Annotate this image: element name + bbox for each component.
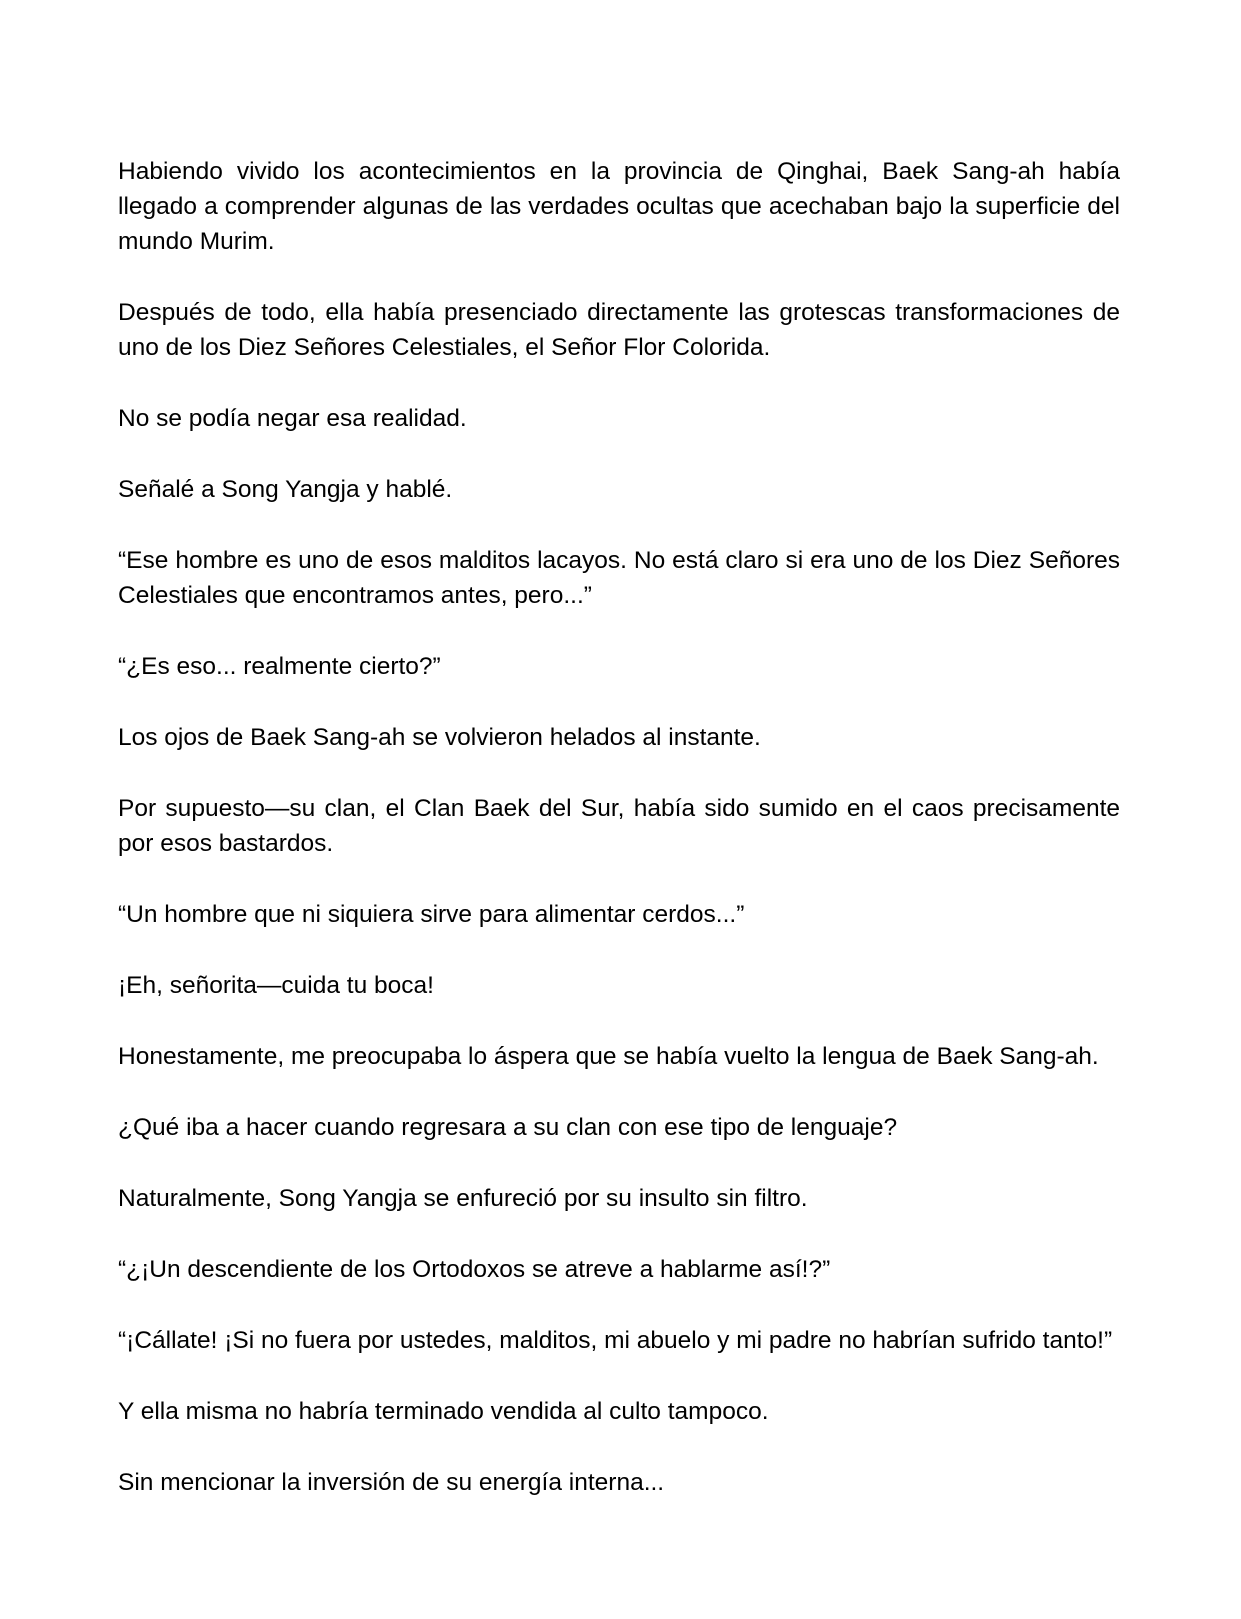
paragraph: Después de todo, ella había presenciado directamente las grotescas transformaciones de uno de los Diez Señores Celestiales, el Señor Flor Colorida. [118, 299, 1120, 361]
paragraph: Habiendo vivido los acontecimientos en la provincia de Qinghai, Baek Sang-ah había llegado a comprender algunas de las verdades ocultas que acechaban bajo la superficie del mundo Murim. [118, 158, 1120, 255]
paragraph: Señalé a Song Yangja y hablé. [118, 476, 453, 503]
paragraph: “Ese hombre es uno de esos malditos lacayos. No está claro si era uno de los Diez Señores Celestiales que encontramos antes, pero...” [118, 547, 1120, 609]
paragraph: “Un hombre que ni siquiera sirve para alimentar cerdos...” [118, 901, 745, 928]
paragraph: Por supuesto—su clan, el Clan Baek del Sur, había sido sumido en el caos precisamente por esos bastardos. [118, 795, 1120, 857]
document-body [118, 154, 1120, 1536]
paragraph: ¡Eh, señorita—cuida tu boca! [118, 972, 434, 999]
paragraph: “¡Cállate! ¡Si no fuera por ustedes, malditos, mi abuelo y mi padre no habrían sufrido tanto!” [118, 1327, 1113, 1354]
paragraph: Sin mencionar la inversión de su energía interna... [118, 1469, 665, 1496]
paragraph: Honestamente, me preocupaba lo áspera que se había vuelto la lengua de Baek Sang-ah. [118, 1043, 1099, 1070]
paragraph: “¿Es eso... realmente cierto?” [118, 653, 441, 680]
paragraph: No se podía negar esa realidad. [118, 405, 467, 432]
paragraph: ¿Qué iba a hacer cuando regresara a su clan con ese tipo de lenguaje? [118, 1114, 898, 1141]
paragraph: “¿¡Un descendiente de los Ortodoxos se atreve a hablarme así!?” [118, 1256, 831, 1283]
paragraph: Naturalmente, Song Yangja se enfureció por su insulto sin filtro. [118, 1185, 808, 1212]
paragraph: Los ojos de Baek Sang-ah se volvieron helados al instante. [118, 724, 761, 751]
paragraph: Y ella misma no habría terminado vendida al culto tampoco. [118, 1398, 769, 1425]
